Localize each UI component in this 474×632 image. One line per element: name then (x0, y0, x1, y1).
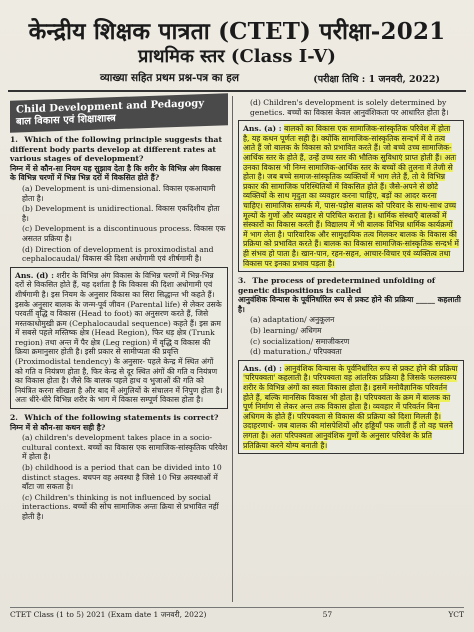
option-d: (d) maturation./ परिपक्वता (250, 347, 342, 357)
answer-label: Ans. (d) : (15, 270, 54, 280)
subtitle: व्याख्या सहित प्रथम प्रश्न-पत्र का हल (100, 72, 239, 84)
level-heading: प्राथमिक स्तर (Class I-V) (138, 46, 336, 67)
option-b: (b) learning/ अधिगम (250, 326, 322, 336)
section-title-en: Child Development and Pedagogy (16, 98, 205, 116)
question-number: 3. (238, 276, 246, 286)
column-divider (232, 96, 233, 602)
answer-box-1 (10, 267, 228, 409)
publisher-label: YCT (448, 610, 464, 619)
section-title-hi: बाल विकास एवं शिक्षाशास्त्र (16, 113, 116, 128)
question-text-en: The process of predetermined unfolding of genetic dispositions is called (238, 276, 436, 295)
page-title: केन्द्रीय शिक्षक पात्रता (CTET) परीक्षा-2021 (28, 18, 446, 45)
exam-date: (परीक्षा तिथि : 1 जनवरी, 2022) (313, 73, 440, 85)
option-c: (c) Development is a discontinuous process. विकास एक असतत प्रक्रिया है। (22, 224, 226, 243)
answer-label: Ans. (d) : (243, 363, 282, 373)
option-a: (a) children's development takes place in a socio-cultural context. बच्चों का विकास एक सामाजिक-सांस्कृतिक परिवेश में होता है। (22, 433, 228, 462)
right-column (238, 97, 464, 602)
question-1 (10, 135, 228, 264)
question-number: 1. (10, 135, 18, 144)
question-text-hi: आनुवंशिक विन्यास के पूर्वनिर्धारित रूप से प्रकट होने की प्रक्रिया _____ कहलाती है। (238, 295, 461, 314)
option-a: (a) Development is uni-dimensional. विकास एकआयामी होता है। (22, 183, 216, 203)
section-banner (10, 93, 228, 133)
option-b: (b) childhood is a period that can be divided into 10 distinct stages. बचपन वह अवस्था है जिसे 10 भिन्न अवस्थाओं में बाँटा जा सकता है। (22, 463, 222, 492)
option-c: (c) socialization/ समाजीकरण (250, 336, 350, 346)
option-b: (b) Development is unidirectional. विकास एकदिशीय होता है। (22, 204, 220, 223)
question-number: 2. (10, 413, 18, 423)
question-text-hi: निम्न में से कौन-सा कथन सही है? (10, 422, 106, 432)
option-c: (c) Children's thinking is not influenced by social interactions. बच्चों की सोच सामाजिक अन्तः क्रिया से प्रभावित नहीं होती है। (22, 492, 219, 521)
question-text-hi: निम्न में से कौन-सा नियम यह सुझाव देता है कि शरीर के विभिन्न अंग विकास के विभिन्न चरणों में भिन्न भिन्न दरों में विकसित होते हैं? (10, 163, 221, 183)
subtitle-bar (100, 68, 440, 88)
header-rule (8, 90, 466, 92)
page-number: 57 (322, 610, 333, 619)
answer-label: Ans. (a) : (243, 124, 282, 134)
page-footer (10, 607, 464, 624)
option-d: (d) Children's development is solely determined by genetics. बच्चों का विकास केवल आनुवंशिकता पर आधारित होता है। (250, 98, 449, 117)
option-a: (a) adaptation/ अनुकूलन (250, 315, 335, 325)
answer-box-2 (238, 120, 464, 272)
footer-exam-info: CTET Class (1 to 5) 2021 (Exam date 1 जनवरी, 2022) (10, 610, 207, 619)
question-text-en: Which of the following principle suggests that different body parts develop at different rates at various stages of development? (10, 135, 222, 164)
answer-explanation: बालकों का विकास एक सामाजिक-सांस्कृतिक परिवेश में होता है, यह कथन पूर्णतः सही है। क्योंकि सामाजिक-सांस्कृतिक सन्दर्भ में वे तत्व आते हैं जो बालक के विकास को प्रभावित करते हैं। जो बच्चे उच्च सामाजिक-आर्थिक स्तर के होते हैं, उन्हें उच्च स्तर की भौतिक सुविधाएं प्राप्त होती हैं। अतः उनका विकास भी निम्न सामाजिक-आर्थिक स्तर के बच्चों की तुलना में तेजी से होता है। जब बच्चे समाज-सांस्कृतिक व्यक्तियों में भाग लेते हैं, तो वे विभिन्न प्रकार की सामाजिक परिस्थितियों में विकसित होते हैं। जैसे-अपने से छोटे व्यक्तियों के साथ मृदुता का व्यवहार करना चाहिए, बड़ों का आदर करना चाहिए। सामाजिक सम्पर्क में, पास-पड़ोस बालक को परिवार के साथ-साथ उच्च मूल्यों के गुणों और व्यवहार से परिचित कराता है। धार्मिक संस्थाएँ बालकों में संस्कारों का विकास करती हैं। विद्यालय में भी बालक विभिन्न धार्मिक कार्यक्रमों में भाग लेता है। पारिवारिक और सामुदायिक तत्व मिलकर बालक के विकास की प्रक्रिया को प्रभावित करते हैं। बालक का विकास सामाजिक-सांस्कृतिक सन्दर्भ में ही संभव हो पाता है। खान-पान, रहन-सहन, आचार-विचार एवं व्यक्तित्व तथा विकास पर इनका प्रभाव पड़ता है। (243, 124, 459, 268)
question-text-en: Which of the following statements is correct? (24, 413, 219, 423)
option-d: (d) Direction of development is proximodistal and cephalocaudal/ विकास की दिशा अधोगामी एवं शीर्षगामी है। (22, 244, 214, 264)
answer-explanation: आनुवंशिक विन्यास के पूर्वनिर्धारित रूप से प्रकट होने की प्रक्रिया 'परिपक्वता' कहलाती है। परिपक्वता वह आंतरिक प्रक्रिया है जिसके फलस्वरूप शरीर के विभिन्न अंगों का स्वतः विकास होता है। इसमें मनोवैज्ञानिक परिवर्तन होते हैं, बल्कि मानसिक विकास भी होता है। परिपक्वता के क्रम में बालक का पूर्ण निर्माण से लेकर अन्त तक विकास होता है। व्यवहार में परिवर्तन बिना अधिगम के होते हैं। परिपक्वता से विकास की प्रक्रिया को दिशा मिलती है। उदाहरणार्थ- जब बालक की मांसपेशियों और हड्डियाँ पक जाती हैं तो वह चलने लगता है। अतः परिपक्वता आनुवंशिक गुणों के अनुसार परिवेश के प्रति प्रतिक्रिया करने योग्य बनाती है। (243, 363, 458, 450)
left-column (10, 97, 228, 602)
answer-box-3 (238, 360, 464, 454)
answer-explanation: शरीर के विभिन्न अंग विकास के विभिन्न चरणों में भिन्न-भिन्न दरों से विकसित होते हैं, यह दर्शाता है कि विकास की दिशा अधोगामी एवं शीर्षगामी है। इस नियम के अनुसार विकास का सिरा सिद्धान्त भी कहते हैं। इसके अनुसार बालक के जन्म-पूर्व जीवन (Parental life) से लेकर उसके परवर्ती वृद्धि व विकास (Head to foot) का अनुसरण करते हैं, जिसे मस्तकाधोमुखी क्रम (Cephalocaudal sequence) कहते हैं। इस क्रम में सबसे पहले मस्तिष्क क्षेत्र (Head Region), फिर धड़ क्षेत्र (Trunk region) तथा अन्त में पैर क्षेत्र (Leg region) में वृद्धि व विकास की क्रिया क्रमानुसार होती है। इसी प्रकार से सामीप्यता की प्रवृत्ति (Proximodistal tendency) के अनुसार- पहले केन्द्र में स्थित अंगों को गति व नियंत्रण होता है, फिर केन्द्र से दूर स्थित अंगों की गति व नियंत्रण का विकास होता है। जैसे कि बालक पहले हाथ व भुजाओं की गति को नियंत्रित करना सीखता है और बाद में अंगुलियों के संचालन में निपुण होता है। अतः धीरे-धीरे विभिन्न शरीर के भाग में विकास सम्पूर्ण विकास होता है। (15, 270, 223, 405)
question-3 (238, 276, 464, 357)
question-2 (10, 413, 228, 522)
